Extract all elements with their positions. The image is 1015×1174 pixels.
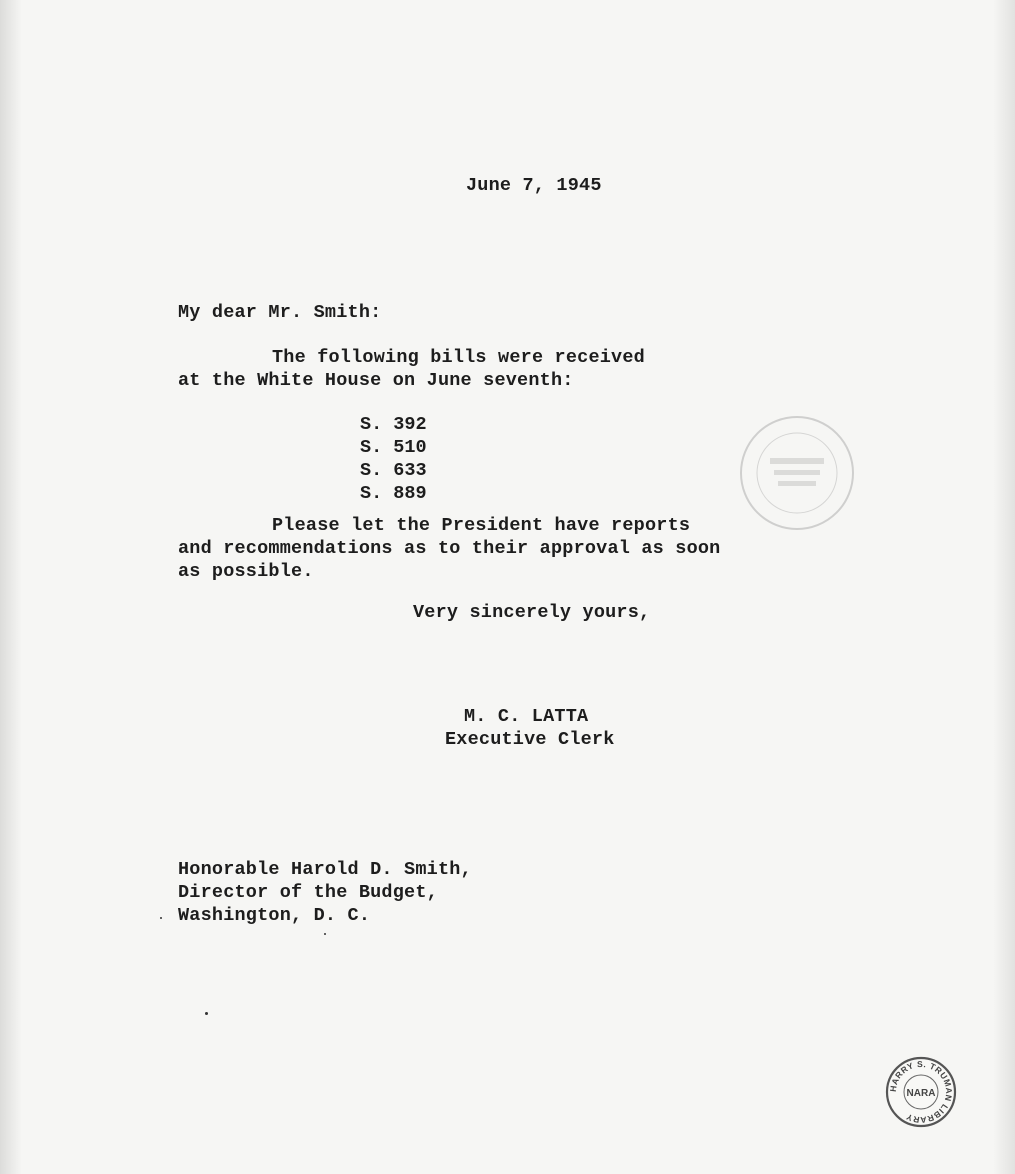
ink-speck: [324, 933, 326, 935]
received-stamp: [738, 414, 856, 532]
page-edge-right: [993, 0, 1015, 1174]
bill-item: S. 889: [360, 483, 427, 504]
addressee-line-2: Director of the Budget,: [178, 882, 438, 903]
addressee-line-1: Honorable Harold D. Smith,: [178, 859, 472, 880]
intro-line-1: The following bills were received: [272, 347, 645, 368]
closing: Very sincerely yours,: [413, 602, 651, 623]
request-line-1: Please let the President have reports: [272, 515, 691, 536]
ink-speck: [205, 1012, 208, 1015]
bill-item: S. 510: [360, 437, 427, 458]
bill-list: [360, 413, 427, 505]
request-line-2: and recommendations as to their approval as soon: [178, 538, 721, 559]
signer-title: Executive Clerk: [445, 729, 615, 750]
intro-line-2: at the White House on June seventh:: [178, 370, 574, 391]
page-edge-left: [0, 0, 22, 1174]
bill-item: S. 633: [360, 460, 427, 481]
request-line-3: as possible.: [178, 561, 314, 582]
truman-library-seal: [885, 1056, 957, 1128]
letter-date: June 7, 1945: [466, 175, 602, 196]
ink-speck: [160, 917, 162, 919]
bill-item: S. 392: [360, 414, 427, 435]
addressee-line-3: Washington, D. C.: [178, 905, 371, 926]
salutation: My dear Mr. Smith:: [178, 302, 382, 323]
seal-arc-text: HARRY S. TRUMAN LIBRARY: [887, 1058, 955, 1126]
seal-center-text: NARA: [906, 1088, 936, 1099]
signer-name: M. C. LATTA: [464, 706, 589, 727]
